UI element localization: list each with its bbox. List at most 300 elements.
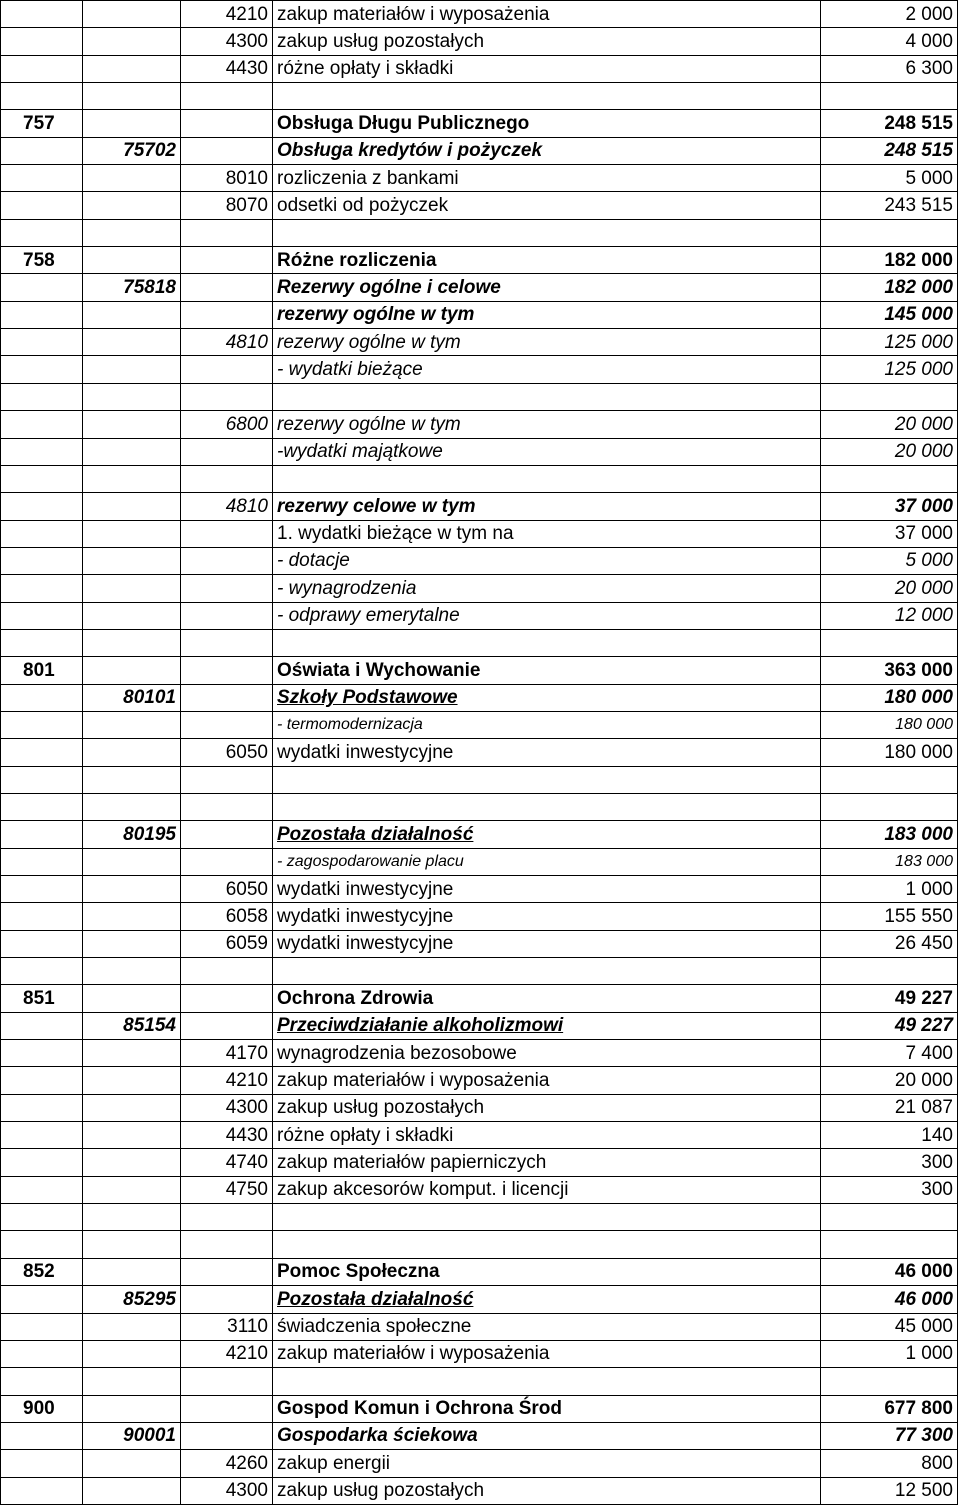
- paragraf-cell: 4740: [181, 1149, 273, 1176]
- table-row: [1, 1477, 958, 1504]
- description-cell: odsetki od pożyczek: [273, 192, 821, 219]
- rozdzial-cell: [83, 766, 181, 793]
- blank-row: [1, 219, 958, 246]
- amount-cell: 45 000: [821, 1313, 958, 1340]
- description-cell: Ochrona Zdrowia: [273, 985, 821, 1012]
- amount-cell: 49 227: [821, 1012, 958, 1039]
- dzial-cell: [1, 629, 83, 656]
- dzial-cell: 758: [1, 247, 83, 274]
- table-row: [1, 739, 958, 766]
- table-row: [1, 438, 958, 465]
- rozdzial-cell: [83, 848, 181, 875]
- dzial-cell: [1, 1313, 83, 1340]
- amount-cell: 182 000: [821, 247, 958, 274]
- dzial-cell: [1, 1067, 83, 1094]
- paragraf-cell: [181, 1012, 273, 1039]
- dzial-cell: [1, 438, 83, 465]
- dzial-cell: [1, 274, 83, 301]
- description-cell: [273, 629, 821, 656]
- rozdzial-cell: [83, 793, 181, 820]
- rozdzial-cell: [83, 110, 181, 137]
- table-row: [1, 165, 958, 192]
- amount-cell: 12 000: [821, 602, 958, 629]
- paragraf-cell: 4210: [181, 1340, 273, 1367]
- description-cell: rezerwy celowe w tym: [273, 493, 821, 520]
- rozdzial-cell: [83, 739, 181, 766]
- paragraf-cell: [181, 301, 273, 328]
- paragraf-cell: 4810: [181, 329, 273, 356]
- amount-cell: [821, 629, 958, 656]
- table-row: [1, 1313, 958, 1340]
- table-row: [1, 657, 958, 684]
- table-row: [1, 274, 958, 301]
- rozdzial-cell: [83, 1122, 181, 1149]
- paragraf-cell: 8010: [181, 165, 273, 192]
- description-cell: [273, 465, 821, 492]
- rozdzial-cell: 75818: [83, 274, 181, 301]
- blank-row: [1, 465, 958, 492]
- dzial-cell: 852: [1, 1258, 83, 1285]
- dzial-cell: [1, 711, 83, 738]
- paragraf-cell: [181, 793, 273, 820]
- table-row: [1, 602, 958, 629]
- dzial-cell: [1, 1149, 83, 1176]
- blank-row: [1, 1204, 958, 1231]
- table-row: [1, 575, 958, 602]
- paragraf-cell: [181, 602, 273, 629]
- amount-cell: 180 000: [821, 684, 958, 711]
- dzial-cell: [1, 137, 83, 164]
- table-row: [1, 329, 958, 356]
- description-cell: zakup materiałów i wyposażenia: [273, 1340, 821, 1367]
- dzial-cell: [1, 1286, 83, 1313]
- dzial-cell: [1, 329, 83, 356]
- paragraf-cell: [181, 575, 273, 602]
- table-row: [1, 137, 958, 164]
- description-cell: Obsługa kredytów i pożyczek: [273, 137, 821, 164]
- rozdzial-cell: [83, 1450, 181, 1477]
- table-row: [1, 1395, 958, 1422]
- paragraf-cell: 4750: [181, 1176, 273, 1203]
- paragraf-cell: [181, 958, 273, 985]
- paragraf-cell: [181, 657, 273, 684]
- description-cell: - wydatki bieżące: [273, 356, 821, 383]
- rozdzial-cell: [83, 165, 181, 192]
- amount-cell: 243 515: [821, 192, 958, 219]
- amount-cell: 20 000: [821, 411, 958, 438]
- paragraf-cell: 4430: [181, 1122, 273, 1149]
- paragraf-cell: 4260: [181, 1450, 273, 1477]
- paragraf-cell: 6050: [181, 876, 273, 903]
- description-cell: Rezerwy ogólne i celowe: [273, 274, 821, 301]
- rozdzial-cell: 90001: [83, 1422, 181, 1449]
- description-cell: -wydatki majątkowe: [273, 438, 821, 465]
- paragraf-cell: [181, 1258, 273, 1285]
- amount-cell: 7 400: [821, 1040, 958, 1067]
- paragraf-cell: 6800: [181, 411, 273, 438]
- dzial-cell: [1, 1231, 83, 1258]
- table-row: [1, 1012, 958, 1039]
- dzial-cell: [1, 28, 83, 55]
- paragraf-cell: 4170: [181, 1040, 273, 1067]
- paragraf-cell: 4810: [181, 493, 273, 520]
- dzial-cell: [1, 958, 83, 985]
- table-row: [1, 1450, 958, 1477]
- table-row: [1, 247, 958, 274]
- description-cell: [273, 958, 821, 985]
- table-row: [1, 547, 958, 574]
- table-row: [1, 930, 958, 957]
- description-cell: zakup materiałów papierniczych: [273, 1149, 821, 1176]
- table-row: [1, 903, 958, 930]
- rozdzial-cell: [83, 438, 181, 465]
- description-cell: zakup akcesorów komput. i licencji: [273, 1176, 821, 1203]
- dzial-cell: [1, 1, 83, 28]
- dzial-cell: [1, 356, 83, 383]
- description-cell: rezerwy ogólne w tym: [273, 329, 821, 356]
- amount-cell: 182 000: [821, 274, 958, 301]
- amount-cell: 300: [821, 1149, 958, 1176]
- amount-cell: 46 000: [821, 1258, 958, 1285]
- description-cell: zakup energii: [273, 1450, 821, 1477]
- amount-cell: 4 000: [821, 28, 958, 55]
- dzial-cell: [1, 1368, 83, 1395]
- table-row: [1, 411, 958, 438]
- description-cell: zakup materiałów i wyposażenia: [273, 1, 821, 28]
- paragraf-cell: 8070: [181, 192, 273, 219]
- table-row: [1, 55, 958, 82]
- description-cell: rezerwy ogólne w tym: [273, 301, 821, 328]
- paragraf-cell: [181, 438, 273, 465]
- blank-row: [1, 766, 958, 793]
- dzial-cell: [1, 1040, 83, 1067]
- dzial-cell: 757: [1, 110, 83, 137]
- dzial-cell: [1, 219, 83, 246]
- description-cell: Różne rozliczenia: [273, 247, 821, 274]
- description-cell: wydatki inwestycyjne: [273, 876, 821, 903]
- description-cell: zakup usług pozostałych: [273, 1094, 821, 1121]
- rozdzial-cell: [83, 411, 181, 438]
- amount-cell: 46 000: [821, 1286, 958, 1313]
- rozdzial-cell: [83, 1204, 181, 1231]
- rozdzial-cell: [83, 575, 181, 602]
- rozdzial-cell: [83, 602, 181, 629]
- rozdzial-cell: [83, 1094, 181, 1121]
- description-cell: różne opłaty i składki: [273, 55, 821, 82]
- amount-cell: 800: [821, 1450, 958, 1477]
- dzial-cell: [1, 1422, 83, 1449]
- amount-cell: 125 000: [821, 329, 958, 356]
- rozdzial-cell: 75702: [83, 137, 181, 164]
- table-row: [1, 1094, 958, 1121]
- dzial-cell: [1, 520, 83, 547]
- amount-cell: 248 515: [821, 137, 958, 164]
- dzial-cell: [1, 192, 83, 219]
- blank-row: [1, 383, 958, 410]
- amount-cell: 20 000: [821, 1067, 958, 1094]
- paragraf-cell: 4300: [181, 28, 273, 55]
- rozdzial-cell: [83, 465, 181, 492]
- dzial-cell: [1, 547, 83, 574]
- rozdzial-cell: [83, 1231, 181, 1258]
- amount-cell: 180 000: [821, 739, 958, 766]
- dzial-cell: [1, 83, 83, 110]
- amount-cell: 145 000: [821, 301, 958, 328]
- amount-cell: [821, 383, 958, 410]
- dzial-cell: [1, 301, 83, 328]
- description-cell: - zagospodarowanie placu: [273, 848, 821, 875]
- rozdzial-cell: [83, 356, 181, 383]
- rozdzial-cell: [83, 629, 181, 656]
- amount-cell: 1 000: [821, 1340, 958, 1367]
- description-cell: Gospodarka ściekowa: [273, 1422, 821, 1449]
- table-row: [1, 356, 958, 383]
- dzial-cell: [1, 1450, 83, 1477]
- paragraf-cell: [181, 1368, 273, 1395]
- rozdzial-cell: [83, 1149, 181, 1176]
- description-cell: Gospod Komun i Ochrona Środ: [273, 1395, 821, 1422]
- paragraf-cell: 4430: [181, 55, 273, 82]
- paragraf-cell: 4210: [181, 1, 273, 28]
- amount-cell: 5 000: [821, 165, 958, 192]
- paragraf-cell: [181, 219, 273, 246]
- table-row: [1, 985, 958, 1012]
- description-cell: zakup materiałów i wyposażenia: [273, 1067, 821, 1094]
- dzial-cell: [1, 165, 83, 192]
- rozdzial-cell: [83, 1, 181, 28]
- amount-cell: 20 000: [821, 438, 958, 465]
- description-cell: Pozostała działalność: [273, 821, 821, 848]
- rozdzial-cell: [83, 329, 181, 356]
- rozdzial-cell: 85295: [83, 1286, 181, 1313]
- table-row: [1, 301, 958, 328]
- amount-cell: 363 000: [821, 657, 958, 684]
- paragraf-cell: [181, 110, 273, 137]
- rozdzial-cell: [83, 28, 181, 55]
- amount-cell: 183 000: [821, 848, 958, 875]
- rozdzial-cell: [83, 930, 181, 957]
- rozdzial-cell: [83, 301, 181, 328]
- paragraf-cell: [181, 848, 273, 875]
- rozdzial-cell: [83, 711, 181, 738]
- amount-cell: 5 000: [821, 547, 958, 574]
- description-cell: [273, 1231, 821, 1258]
- table-row: [1, 493, 958, 520]
- description-cell: Obsługa Długu Publicznego: [273, 110, 821, 137]
- dzial-cell: 851: [1, 985, 83, 1012]
- table-row: [1, 876, 958, 903]
- rozdzial-cell: 80195: [83, 821, 181, 848]
- table-row: [1, 711, 958, 738]
- table-row: [1, 1, 958, 28]
- rozdzial-cell: [83, 547, 181, 574]
- paragraf-cell: [181, 684, 273, 711]
- paragraf-cell: [181, 274, 273, 301]
- rozdzial-cell: [83, 1368, 181, 1395]
- paragraf-cell: [181, 766, 273, 793]
- dzial-cell: [1, 930, 83, 957]
- paragraf-cell: [181, 985, 273, 1012]
- rozdzial-cell: [83, 55, 181, 82]
- table-row: [1, 28, 958, 55]
- paragraf-cell: 4210: [181, 1067, 273, 1094]
- description-cell: różne opłaty i składki: [273, 1122, 821, 1149]
- dzial-cell: [1, 575, 83, 602]
- table-row: [1, 848, 958, 875]
- amount-cell: [821, 793, 958, 820]
- description-cell: Pomoc Społeczna: [273, 1258, 821, 1285]
- blank-row: [1, 958, 958, 985]
- paragraf-cell: [181, 547, 273, 574]
- table-row: [1, 1286, 958, 1313]
- dzial-cell: [1, 411, 83, 438]
- dzial-cell: [1, 1122, 83, 1149]
- description-cell: Przeciwdziałanie alkoholizmowi: [273, 1012, 821, 1039]
- paragraf-cell: 3110: [181, 1313, 273, 1340]
- amount-cell: 37 000: [821, 520, 958, 547]
- amount-cell: [821, 219, 958, 246]
- amount-cell: 21 087: [821, 1094, 958, 1121]
- rozdzial-cell: [83, 1477, 181, 1504]
- amount-cell: 26 450: [821, 930, 958, 957]
- description-cell: zakup usług pozostałych: [273, 1477, 821, 1504]
- dzial-cell: [1, 1477, 83, 1504]
- budget-table-body: [1, 1, 958, 1505]
- paragraf-cell: [181, 1422, 273, 1449]
- amount-cell: 248 515: [821, 110, 958, 137]
- description-cell: [273, 383, 821, 410]
- amount-cell: 12 500: [821, 1477, 958, 1504]
- dzial-cell: [1, 1340, 83, 1367]
- rozdzial-cell: 85154: [83, 1012, 181, 1039]
- dzial-cell: [1, 821, 83, 848]
- table-row: [1, 1149, 958, 1176]
- amount-cell: [821, 1231, 958, 1258]
- rozdzial-cell: [83, 493, 181, 520]
- dzial-cell: [1, 903, 83, 930]
- description-cell: wydatki inwestycyjne: [273, 903, 821, 930]
- blank-row: [1, 629, 958, 656]
- paragraf-cell: [181, 1231, 273, 1258]
- description-cell: [273, 219, 821, 246]
- dzial-cell: [1, 684, 83, 711]
- rozdzial-cell: [83, 1067, 181, 1094]
- amount-cell: 6 300: [821, 55, 958, 82]
- dzial-cell: [1, 766, 83, 793]
- amount-cell: 20 000: [821, 575, 958, 602]
- description-cell: wydatki inwestycyjne: [273, 930, 821, 957]
- amount-cell: [821, 83, 958, 110]
- amount-cell: 183 000: [821, 821, 958, 848]
- description-cell: [273, 1204, 821, 1231]
- dzial-cell: [1, 383, 83, 410]
- dzial-cell: [1, 793, 83, 820]
- dzial-cell: 801: [1, 657, 83, 684]
- rozdzial-cell: [83, 83, 181, 110]
- rozdzial-cell: [83, 247, 181, 274]
- table-row: [1, 520, 958, 547]
- dzial-cell: [1, 739, 83, 766]
- table-row: [1, 821, 958, 848]
- paragraf-cell: [181, 465, 273, 492]
- rozdzial-cell: [83, 985, 181, 1012]
- description-cell: - odprawy emerytalne: [273, 602, 821, 629]
- amount-cell: 77 300: [821, 1422, 958, 1449]
- rozdzial-cell: [83, 1258, 181, 1285]
- description-cell: wynagrodzenia bezosobowe: [273, 1040, 821, 1067]
- dzial-cell: [1, 465, 83, 492]
- amount-cell: [821, 1368, 958, 1395]
- blank-row: [1, 1368, 958, 1395]
- amount-cell: [821, 958, 958, 985]
- dzial-cell: [1, 1176, 83, 1203]
- paragraf-cell: [181, 1204, 273, 1231]
- dzial-cell: [1, 1094, 83, 1121]
- rozdzial-cell: [83, 876, 181, 903]
- dzial-cell: [1, 876, 83, 903]
- description-cell: Pozostała działalność: [273, 1286, 821, 1313]
- description-cell: [273, 766, 821, 793]
- amount-cell: 180 000: [821, 711, 958, 738]
- amount-cell: 140: [821, 1122, 958, 1149]
- rozdzial-cell: [83, 1176, 181, 1203]
- table-row: [1, 684, 958, 711]
- paragraf-cell: [181, 1286, 273, 1313]
- description-cell: - dotacje: [273, 547, 821, 574]
- dzial-cell: [1, 1012, 83, 1039]
- table-row: [1, 110, 958, 137]
- dzial-cell: [1, 55, 83, 82]
- description-cell: zakup usług pozostałych: [273, 28, 821, 55]
- paragraf-cell: [181, 356, 273, 383]
- rozdzial-cell: [83, 192, 181, 219]
- description-cell: rozliczenia z bankami: [273, 165, 821, 192]
- rozdzial-cell: [83, 1313, 181, 1340]
- amount-cell: 37 000: [821, 493, 958, 520]
- blank-row: [1, 1231, 958, 1258]
- description-cell: - termomodernizacja: [273, 711, 821, 738]
- table-row: [1, 1258, 958, 1285]
- rozdzial-cell: [83, 219, 181, 246]
- description-cell: [273, 1368, 821, 1395]
- rozdzial-cell: [83, 958, 181, 985]
- paragraf-cell: [181, 711, 273, 738]
- amount-cell: [821, 766, 958, 793]
- description-cell: rezerwy ogólne w tym: [273, 411, 821, 438]
- description-cell: Szkoły Podstawowe: [273, 684, 821, 711]
- amount-cell: 1 000: [821, 876, 958, 903]
- description-cell: wydatki inwestycyjne: [273, 739, 821, 766]
- rozdzial-cell: [83, 657, 181, 684]
- amount-cell: 300: [821, 1176, 958, 1203]
- dzial-cell: 900: [1, 1395, 83, 1422]
- paragraf-cell: [181, 520, 273, 547]
- paragraf-cell: 6058: [181, 903, 273, 930]
- paragraf-cell: 4300: [181, 1094, 273, 1121]
- paragraf-cell: 6050: [181, 739, 273, 766]
- table-row: [1, 1422, 958, 1449]
- rozdzial-cell: 80101: [83, 684, 181, 711]
- table-row: [1, 192, 958, 219]
- table-row: [1, 1176, 958, 1203]
- description-cell: Oświata i Wychowanie: [273, 657, 821, 684]
- paragraf-cell: 4300: [181, 1477, 273, 1504]
- description-cell: - wynagrodzenia: [273, 575, 821, 602]
- paragraf-cell: [181, 1395, 273, 1422]
- amount-cell: 49 227: [821, 985, 958, 1012]
- rozdzial-cell: [83, 903, 181, 930]
- rozdzial-cell: [83, 520, 181, 547]
